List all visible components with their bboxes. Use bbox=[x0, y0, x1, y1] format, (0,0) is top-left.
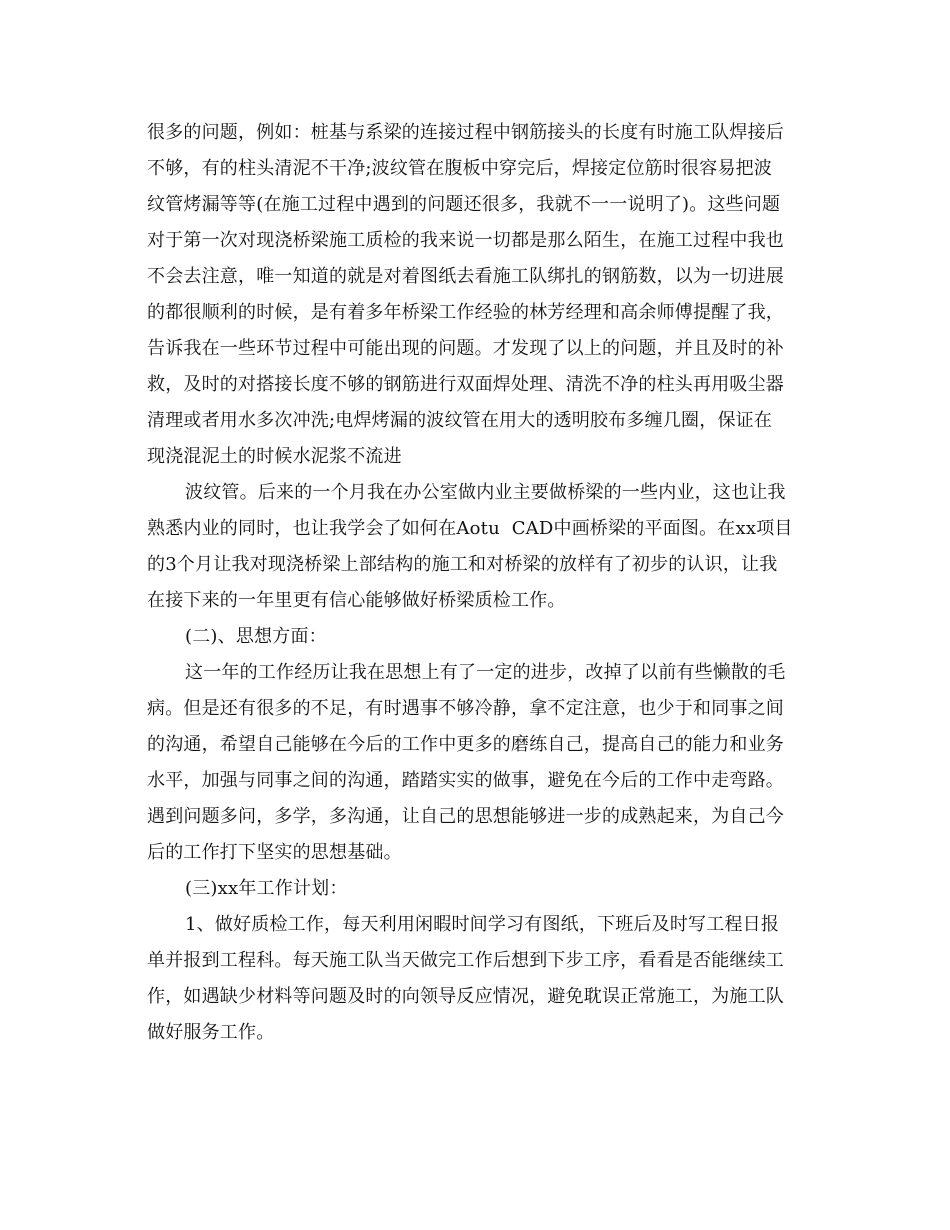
text-line: 作，如遇缺少材料等问题及时的向领导反应情况，避免耽误正常施工，为施工队 bbox=[147, 986, 784, 1007]
text-line: 水平，加强与同事之间的沟通，踏踏实实的做事，避免在今后的工作中走弯路。 bbox=[147, 770, 784, 791]
text-line: 单并报到工程科。每天施工队当天做完工作后想到下步工序，看看是否能继续工 bbox=[147, 950, 784, 971]
text-line: 纹管烤漏等等(在施工过程中遇到的问题还很多，我就不一一说明了)。这些问题 bbox=[147, 194, 781, 215]
text-line: 后的工作打下坚实的思想基础。 bbox=[147, 842, 402, 863]
text-line: 在接下来的一年里更有信心能够做好桥梁质检工作。 bbox=[147, 590, 566, 611]
text-line: 现浇混泥土的时候水泥浆不流进 bbox=[147, 446, 402, 467]
text-line: 病。但是还有很多的不足，有时遇事不够冷静，拿不定注意，也少于和同事之间 bbox=[147, 698, 784, 719]
text-line: 很多的问题，例如：桩基与系梁的连接过程中钢筋接头的长度有时施工队焊接后 bbox=[147, 122, 784, 143]
paragraph-start-line: 这一年的工作经历让我在思想上有了一定的进步，改掉了以前有些懒散的毛 bbox=[185, 662, 786, 683]
text-line: 的3个月让我对现浇桥梁上部结构的施工和对桥梁的放样有了初步的认识，让我 bbox=[147, 554, 778, 575]
text-line: 遇到问题多问，多学，多沟通，让自己的思想能够进一步的成熟起来，为自己今 bbox=[147, 806, 784, 827]
text-line: 的都很顺利的时候，是有着多年桥梁工作经验的林芳经理和高余师傅提醒了我， bbox=[147, 302, 784, 323]
text-line: 救，及时的对搭接长度不够的钢筋进行双面焊处理、清洗不净的柱头再用吸尘器 bbox=[147, 374, 784, 395]
text-line: 清理或者用水多次冲洗;电焊烤漏的波纹管在用大的透明胶布多缠几圈，保证在 bbox=[147, 410, 773, 431]
text-line: 做好服务工作。 bbox=[147, 1022, 275, 1043]
text-line: 不会去注意，唯一知道的就是对着图纸去看施工队绑扎的钢筋数，以为一切进展 bbox=[147, 266, 784, 287]
list-item-start-line: 1、做好质检工作，每天利用闲暇时间学习有图纸，下班后及时写工程日报 bbox=[185, 914, 780, 935]
section-heading: (二)、思想方面： bbox=[185, 626, 327, 647]
paragraph-start-line: 波纹管。后来的一个月我在办公室做内业主要做桥梁的一些内业，这也让我 bbox=[185, 482, 786, 503]
text-line: 熟悉内业的同时，也让我学会了如何在Aotu CAD中画桥梁的平面图。在xx项目 bbox=[147, 518, 793, 539]
document-body bbox=[147, 115, 827, 1051]
text-line: 不够，有的柱头清泥不干净;波纹管在腹板中穿完后，焊接定位筋时很容易把波 bbox=[147, 158, 773, 179]
section-heading: (三)xx年工作计划： bbox=[185, 878, 348, 899]
text-line: 的沟通，希望自己能够在今后的工作中更多的磨练自己，提高自己的能力和业务 bbox=[147, 734, 784, 755]
text-line: 告诉我在一些环节过程中可能出现的问题。才发现了以上的问题，并且及时的补 bbox=[147, 338, 784, 359]
text-line: 对于第一次对现浇桥梁施工质检的我来说一切都是那么陌生，在施工过程中我也 bbox=[147, 230, 784, 251]
